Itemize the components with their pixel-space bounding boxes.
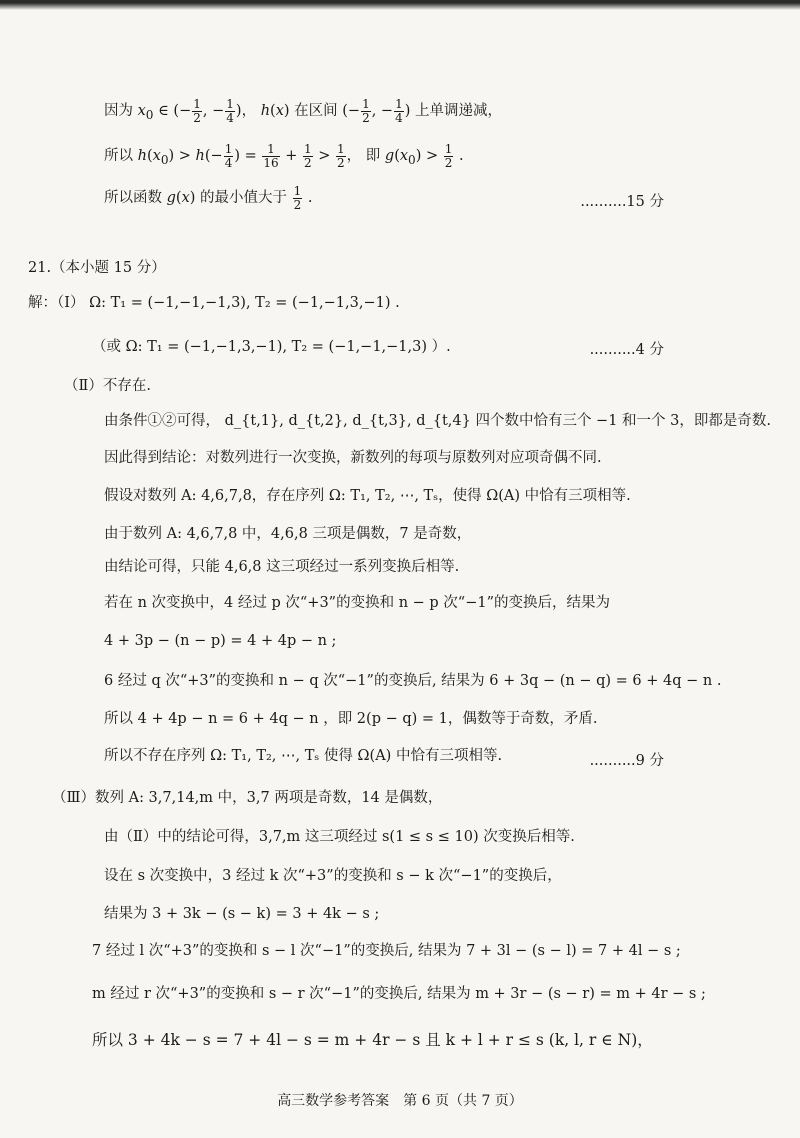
score-15: ..........15 分 — [580, 194, 664, 210]
part1-alt-answer: （或 Ω: T₁ = (−1,−1,3,−1), T₂ = (−1,−1,−1,3) ）. — [92, 339, 451, 355]
part2-line: 因此得到结论：对数列进行一次变换，新数列的每项与原数列对应项奇偶不同. — [104, 450, 602, 466]
part2-line: 6 经过 q 次“+3”的变换和 n − q 次“−1”的变换后, 结果为 6 + 3q − (n − q) = 6 + 4q − n . — [104, 673, 722, 689]
part3-line: m 经过 r 次“+3”的变换和 s − r 次“−1”的变换后, 结果为 m + 3r − (s − r) = m + 4r − s ; — [92, 986, 706, 1002]
part3-line: 7 经过 l 次“+3”的变换和 s − l 次“−1”的变换后, 结果为 7 + 3l − (s − l) = 7 + 4l − s ; — [92, 943, 681, 959]
score-9: ..........9 分 — [589, 753, 664, 769]
part3-line: （Ⅲ）数列 A: 3,7,14,m 中，3,7 两项是奇数，14 是偶数， — [52, 790, 443, 806]
part2-line: 由结论可得，只能 4,6,8 这三项经过一系列变换后相等. — [104, 559, 460, 575]
part2-title: （Ⅱ）不存在. — [64, 378, 151, 394]
text-line: 所以 $h(x_0) > h(-$ $\frac{1}{4}$ ) = $\frac{1}{16}$ + $\frac{1}{2}$ > $\frac{1}{2}$ ， 即 $g(x_0)$ > $\frac{1}{2}$ . — [104, 142, 464, 170]
part2-line: 由于数列 A: 4,6,7,8 中，4,6,8 三项是偶数，7 是奇数， — [104, 526, 472, 542]
part2-line: 所以不存在序列 Ω: T₁, T₂, ⋯, Tₛ 使得 Ω(A) 中恰有三项相等. — [104, 748, 503, 764]
score-4: ..........4 分 — [589, 342, 664, 358]
text-line: 因为 $x_0$ ∈ (− $\frac{1}{2}$ , − $\frac{1}{4}$ )， h(x) 在区间 (− $\frac{1}{2}$ , − $\frac{1}{4}$ ) 上单调递减， — [104, 97, 502, 125]
part2-line: 由条件①②可得， d_{t,1}, d_{t,2}, d_{t,3}, d_{t,4} 四个数中恰有三个 −1 和一个 3，即都是奇数. — [104, 413, 771, 429]
page-footer: 高三数学参考答案 第 6 页（共 7 页） — [277, 1093, 523, 1109]
scan-top-edge — [0, 0, 800, 10]
text-line: 所以函数 g(x) 的最小值大于 $\frac{1}{2}$ . — [104, 184, 313, 212]
part2-line: 若在 n 次变换中，4 经过 p 次“+3”的变换和 n − p 次“−1”的变换后，结果为 — [104, 595, 610, 611]
part2-line: 4 + 3p − (n − p) = 4 + 4p − n ; — [104, 633, 337, 649]
part3-line: 结果为 3 + 3k − (s − k) = 3 + 4k − s ; — [104, 906, 380, 922]
part3-line: 所以 3 + 4k − s = 7 + 4l − s = m + 4r − s 且 k + l + r ≤ s (k, l, r ∈ N)， — [92, 1031, 653, 1049]
problem-header: 21.（本小题 15 分） — [28, 260, 166, 276]
part3-line: 由（Ⅱ）中的结论可得，3,7,m 这三项经过 s(1 ≤ s ≤ 10) 次变换后相等. — [104, 829, 575, 845]
part1-answer: 解：（Ⅰ） Ω: T₁ = (−1,−1,−1,3), T₂ = (−1,−1,3,−1) . — [28, 295, 400, 311]
part2-line: 假设对数列 A: 4,6,7,8，存在序列 Ω: T₁, T₂, ⋯, Tₛ，使得 Ω(A) 中恰有三项相等. — [104, 488, 631, 504]
part3-line: 设在 s 次变换中，3 经过 k 次“+3”的变换和 s − k 次“−1”的变换后， — [104, 868, 562, 884]
part2-line: 所以 4 + 4p − n = 6 + 4q − n ，即 2(p − q) = 1，偶数等于奇数，矛盾. — [104, 711, 598, 727]
